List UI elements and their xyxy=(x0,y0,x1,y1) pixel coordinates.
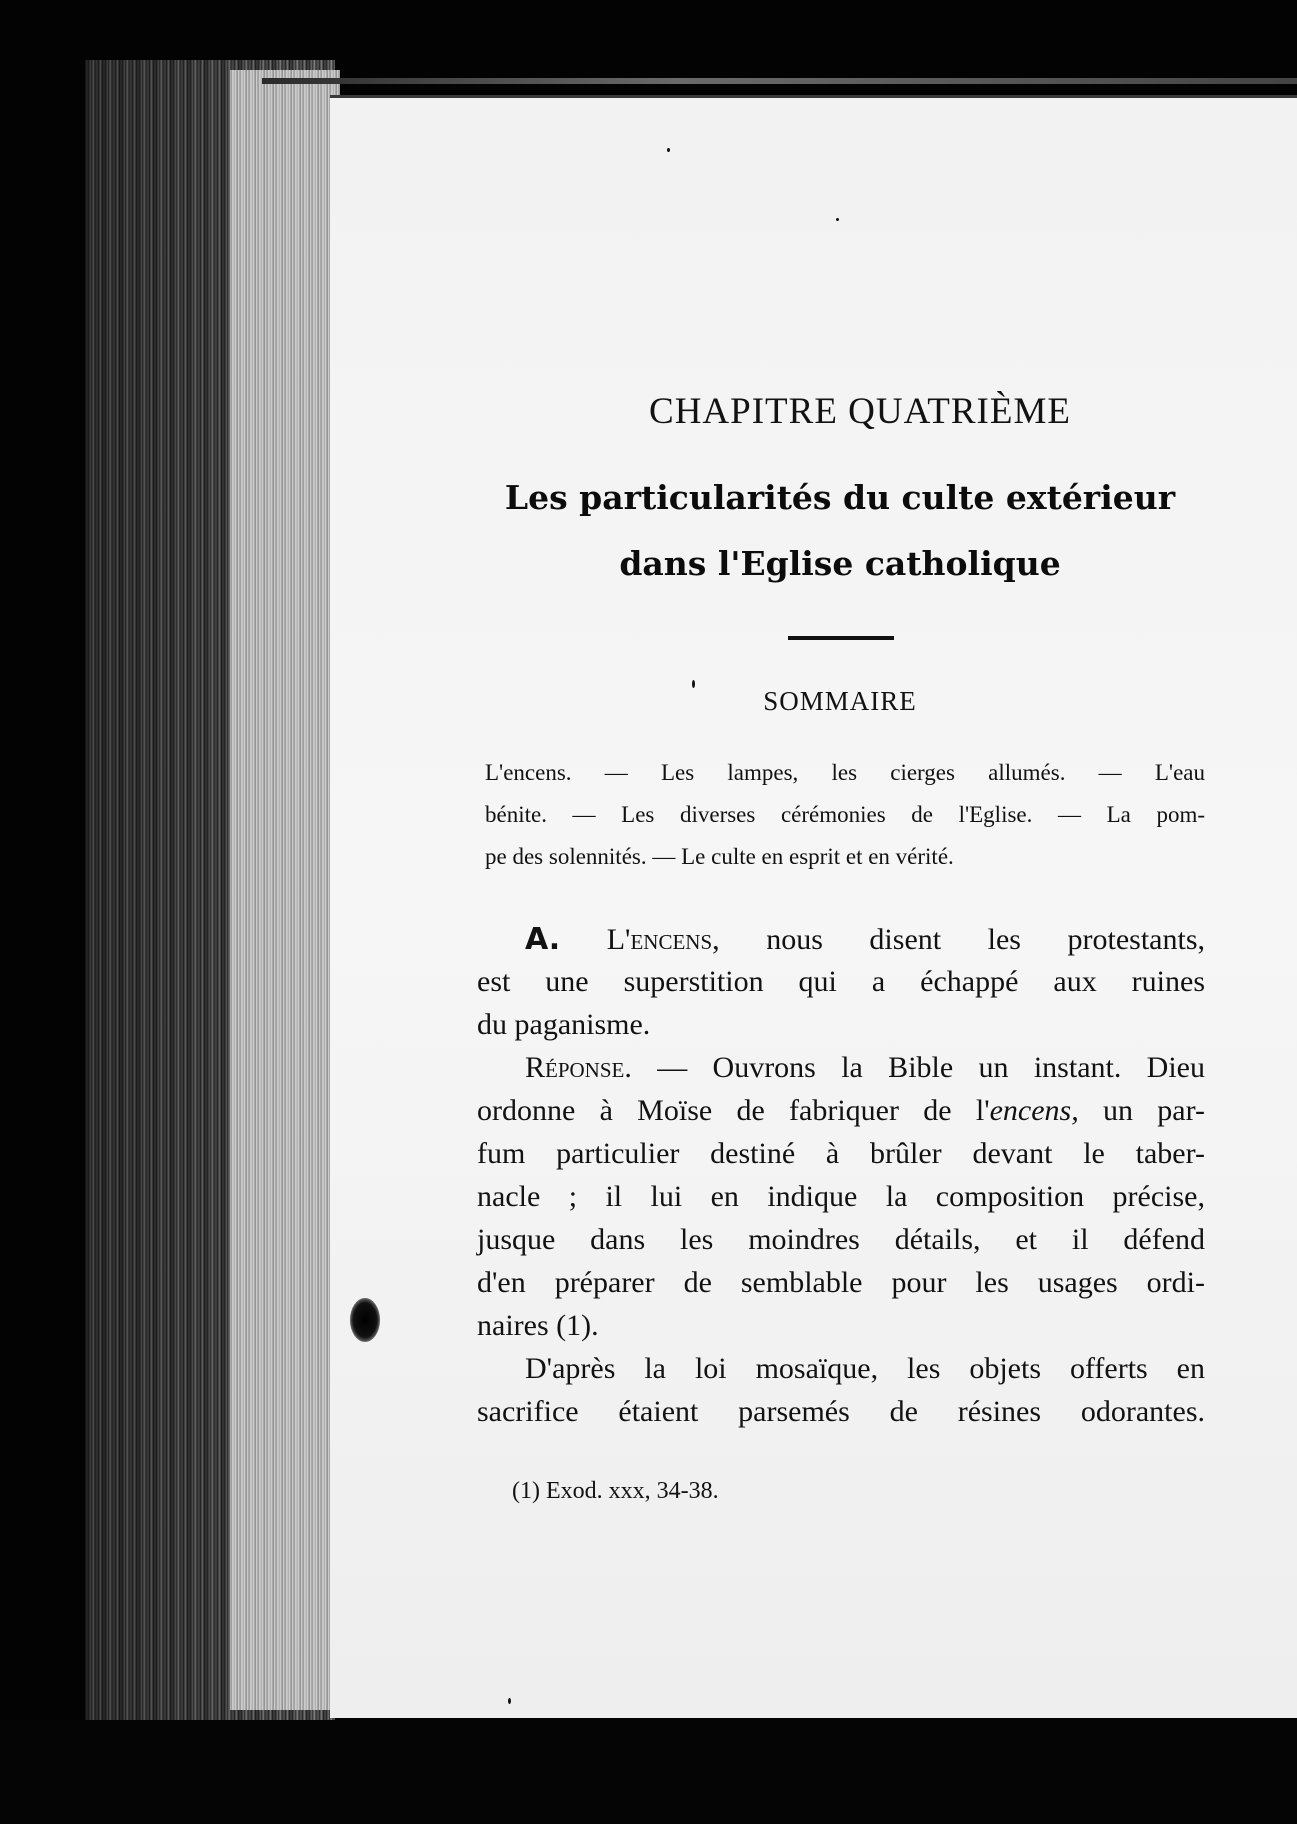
body-text: — Ouvrons la Bible un instant. Dieu xyxy=(631,1051,1205,1084)
body-paragraph-line xyxy=(525,922,1205,957)
summary-heading: SOMMAIRE xyxy=(763,686,917,716)
summary-line: pe des solennités. — Le culte en esprit et en vérité. xyxy=(485,844,954,869)
page-top-edge xyxy=(262,78,1297,84)
body-paragraph-line: naires (1). xyxy=(477,1309,599,1342)
dust-speck xyxy=(508,1698,511,1704)
body-paragraph-line: est une superstition qui a échappé aux ruines xyxy=(477,965,1205,998)
body-text: ordonne à Moïse de fabriquer de l' xyxy=(477,1094,990,1127)
scan-background-bottom xyxy=(0,1720,1297,1824)
summary-line: L'encens. — Les lampes, les cierges allumés. — L'eau xyxy=(485,760,1205,785)
section-divider xyxy=(788,636,894,640)
italic-term: encens, xyxy=(989,1094,1079,1127)
footnote: (1) Exod. xxx, 34-38. xyxy=(512,1478,719,1504)
body-paragraph-line: d'en préparer de semblable pour les usages ordi- xyxy=(477,1266,1205,1299)
body-paragraph-line: D'après la loi mosaïque, les objets offerts en xyxy=(525,1352,1205,1385)
chapter-subtitle-line-1: Les particularités du culte extérieur xyxy=(504,478,1176,517)
ink-blot-mark xyxy=(350,1298,380,1342)
body-paragraph-line xyxy=(525,1051,1205,1085)
body-text: nous disent les protestants, xyxy=(719,923,1206,956)
smallcaps-term: L'encens, xyxy=(606,923,720,956)
section-marker: A. xyxy=(525,922,561,957)
dust-speck xyxy=(836,218,839,221)
body-paragraph-line: jusque dans les moindres détails, et il défend xyxy=(477,1223,1205,1256)
dust-speck xyxy=(667,148,670,152)
body-paragraph-line xyxy=(477,1094,1205,1128)
book-page-edges-highlight xyxy=(230,70,340,1710)
chapter-title: CHAPITRE QUATRIÈME xyxy=(649,391,1071,432)
page-sheet xyxy=(330,95,1297,1718)
smallcaps-term: Réponse. xyxy=(525,1051,632,1084)
body-paragraph-line: du paganisme. xyxy=(477,1008,651,1041)
body-text: un par- xyxy=(1078,1094,1205,1127)
body-paragraph-line: nacle ; il lui en indique la composition précise, xyxy=(477,1180,1205,1213)
body-paragraph-line: sacrifice étaient parsemés de résines odorantes. xyxy=(477,1395,1205,1428)
chapter-subtitle-line-2: dans l'Eglise catholique xyxy=(619,544,1061,583)
summary-line: bénite. — Les diverses cérémonies de l'Eglise. — La pom- xyxy=(485,802,1205,827)
body-paragraph-line: fum particulier destiné à brûler devant le taber- xyxy=(477,1137,1205,1170)
